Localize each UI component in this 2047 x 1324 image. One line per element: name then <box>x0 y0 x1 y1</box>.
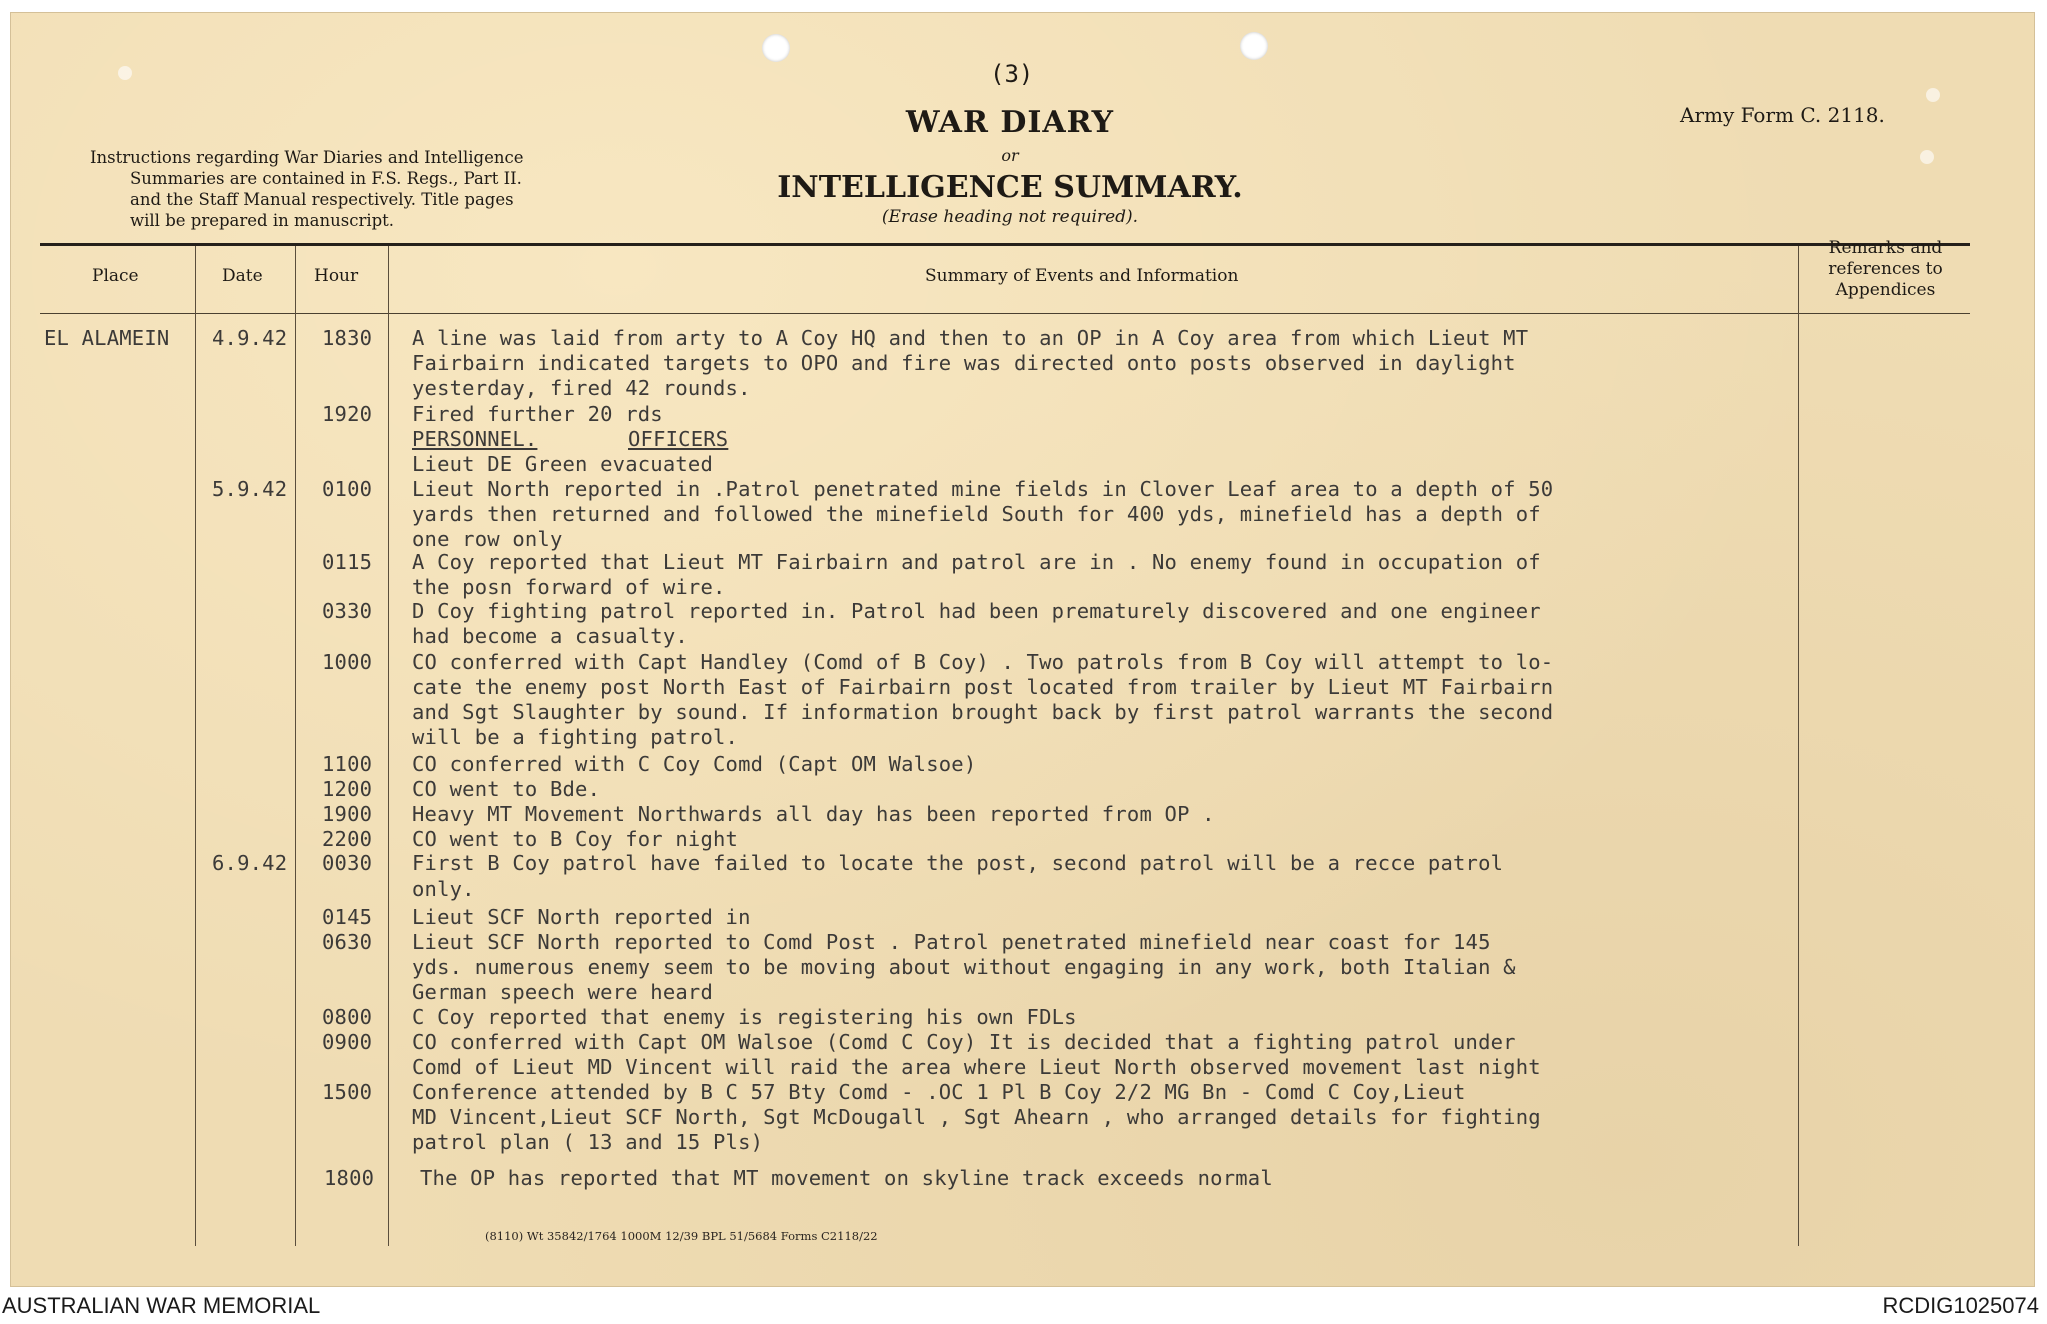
hour-entry: 0145 <box>322 905 373 929</box>
hour-entry: 1800 <box>324 1166 375 1190</box>
summary-line: Fired further 20 rds <box>412 402 663 426</box>
summary-line: Lieut SCF North reported in <box>412 905 751 929</box>
summary-line: will be a fighting patrol. <box>412 725 739 749</box>
place-entry: EL ALAMEIN <box>44 326 170 350</box>
archive-institution: AUSTRALIAN WAR MEMORIAL <box>2 1293 321 1318</box>
date-entry: 5.9.42 <box>212 477 288 501</box>
summary-line: cate the enemy post North East of Fairbairn post located from trailer by Lieut MT Fairbairn <box>412 675 1554 699</box>
column-divider <box>295 246 296 1246</box>
archive-caption-bar <box>0 1287 2047 1324</box>
hour-entry: 1000 <box>322 650 373 674</box>
hour-entry: 0900 <box>322 1030 373 1054</box>
hour-entry: 1920 <box>322 402 373 426</box>
hour-entry: 0030 <box>322 851 373 875</box>
header-rule <box>40 243 1970 246</box>
summary-line: A line was laid from arty to A Coy HQ and then to an OP in A Coy area from which Lieut MT <box>412 326 1529 350</box>
paper-blemish <box>118 66 132 80</box>
hour-entry: 1500 <box>322 1080 373 1104</box>
hour-entry: 2200 <box>322 827 373 851</box>
punch-hole-right <box>1240 32 1268 60</box>
summary-line: Heavy MT Movement Northwards all day has been reported from OP . <box>412 802 1215 826</box>
summary-line: patrol plan ( 13 and 15 Pls) <box>412 1130 764 1154</box>
hour-entry: 1900 <box>322 802 373 826</box>
summary-line: Comd of Lieut MD Vincent will raid the area where Lieut North observed movement last night <box>412 1055 1541 1079</box>
remarks-header-line: Appendices <box>1835 280 1936 300</box>
summary-heading-personnel: PERSONNEL. <box>412 427 538 451</box>
paper-blemish <box>1926 88 1940 102</box>
summary-heading-officers: OFFICERS <box>628 427 729 451</box>
hour-entry: 0115 <box>322 550 373 574</box>
column-divider <box>388 246 389 1246</box>
form-print-code: (8110) Wt 35842/1764 1000M 12/39 BPL 51/5684 Forms C2118/22 <box>485 1229 878 1243</box>
summary-line: Lieut North reported in .Patrol penetrated mine fields in Clover Leaf area to a depth of 50 <box>412 477 1554 501</box>
title-war-diary: WAR DIARY <box>905 105 1115 140</box>
date-entry: 6.9.42 <box>212 851 288 875</box>
column-divider <box>195 246 196 1246</box>
column-header-place: Place <box>92 266 139 286</box>
archive-record-id: RCDIG1025074 <box>1882 1293 2039 1318</box>
summary-line: only. <box>412 877 475 901</box>
hour-entry: 1100 <box>322 752 373 776</box>
summary-line: Conference attended by B C 57 Bty Comd - .OC 1 Pl B Coy 2/2 MG Bn - Comd C Coy,Lieut <box>412 1080 1466 1104</box>
date-entry: 4.9.42 <box>212 326 288 350</box>
column-header-remarks <box>1798 238 1973 301</box>
summary-line: CO conferred with Capt OM Walsoe (Comd C Coy) It is decided that a fighting patrol under <box>412 1030 1516 1054</box>
summary-line: The OP has reported that MT movement on skyline track exceeds normal <box>420 1166 1273 1190</box>
remarks-header-line: references to <box>1828 259 1943 279</box>
army-form-number: Army Form C. 2118. <box>1680 103 1885 127</box>
remarks-header-line: Remarks and <box>1828 238 1943 258</box>
summary-line: German speech were heard <box>412 980 714 1004</box>
summary-line: yesterday, fired 42 rounds. <box>412 376 751 400</box>
erase-heading-note: (Erase heading not required). <box>881 207 1139 227</box>
hour-entry: 0800 <box>322 1005 373 1029</box>
paper-blemish <box>1920 150 1934 164</box>
column-header-rule <box>40 313 1970 314</box>
instructions-line: and the Staff Manual respectively. Title pages <box>130 190 514 209</box>
punch-hole-left <box>762 34 790 62</box>
summary-line: MD Vincent,Lieut SCF North, Sgt McDougall , Sgt Ahearn , who arranged details for fighting <box>412 1105 1541 1129</box>
instructions-line: will be prepared in manuscript. <box>130 211 395 230</box>
summary-line: C Coy reported that enemy is registering his own FDLs <box>412 1005 1077 1029</box>
column-header-date: Date <box>222 266 263 286</box>
summary-line: and Sgt Slaughter by sound. If information brought back by first patrol warrants the second <box>412 700 1554 724</box>
summary-line: had become a casualty. <box>412 624 688 648</box>
column-header-summary: Summary of Events and Information <box>925 266 1239 286</box>
summary-line: CO conferred with C Coy Comd (Capt OM Walsoe) <box>412 752 977 776</box>
hour-entry: 0100 <box>322 477 373 501</box>
hour-entry: 1200 <box>322 777 373 801</box>
summary-line: yards then returned and followed the minefield South for 400 yds, minefield has a depth of <box>412 502 1541 526</box>
summary-line: the posn forward of wire. <box>412 575 726 599</box>
title-or: or <box>1001 146 1019 165</box>
summary-line: CO went to Bde. <box>412 777 601 801</box>
page-number: (3) <box>990 60 1034 88</box>
hour-entry: 0330 <box>322 599 373 623</box>
hour-entry: 0630 <box>322 930 373 954</box>
hour-entry: 1830 <box>322 326 373 350</box>
instructions-block <box>90 147 523 231</box>
title-intelligence-summary: INTELLIGENCE SUMMARY. <box>777 170 1243 205</box>
column-header-hour: Hour <box>314 266 359 286</box>
summary-line: Fairbairn indicated targets to OPO and fire was directed onto posts observed in daylight <box>412 351 1516 375</box>
summary-line: yds. numerous enemy seem to be moving about without engaging in any work, both Italian & <box>412 955 1516 979</box>
summary-line: CO conferred with Capt Handley (Comd of B Coy) . Two patrols from B Coy will attempt to lo- <box>412 650 1554 674</box>
column-divider <box>1798 246 1799 1246</box>
summary-line: A Coy reported that Lieut MT Fairbairn and patrol are in . No enemy found in occupation of <box>412 550 1541 574</box>
summary-line: Lieut DE Green evacuated <box>412 452 714 476</box>
summary-line: First B Coy patrol have failed to locate the post, second patrol will be a recce patrol <box>412 851 1504 875</box>
summary-line: one row only <box>412 527 563 551</box>
summary-line: D Coy fighting patrol reported in. Patrol had been prematurely discovered and one engineer <box>412 599 1541 623</box>
summary-line: CO went to B Coy for night <box>412 827 739 851</box>
instructions-line: Instructions regarding War Diaries and Intelligence <box>90 148 524 167</box>
instructions-line: Summaries are contained in F.S. Regs., Part II. <box>130 169 522 188</box>
summary-line: Lieut SCF North reported to Comd Post . Patrol penetrated minefield near coast for 145 <box>412 930 1491 954</box>
